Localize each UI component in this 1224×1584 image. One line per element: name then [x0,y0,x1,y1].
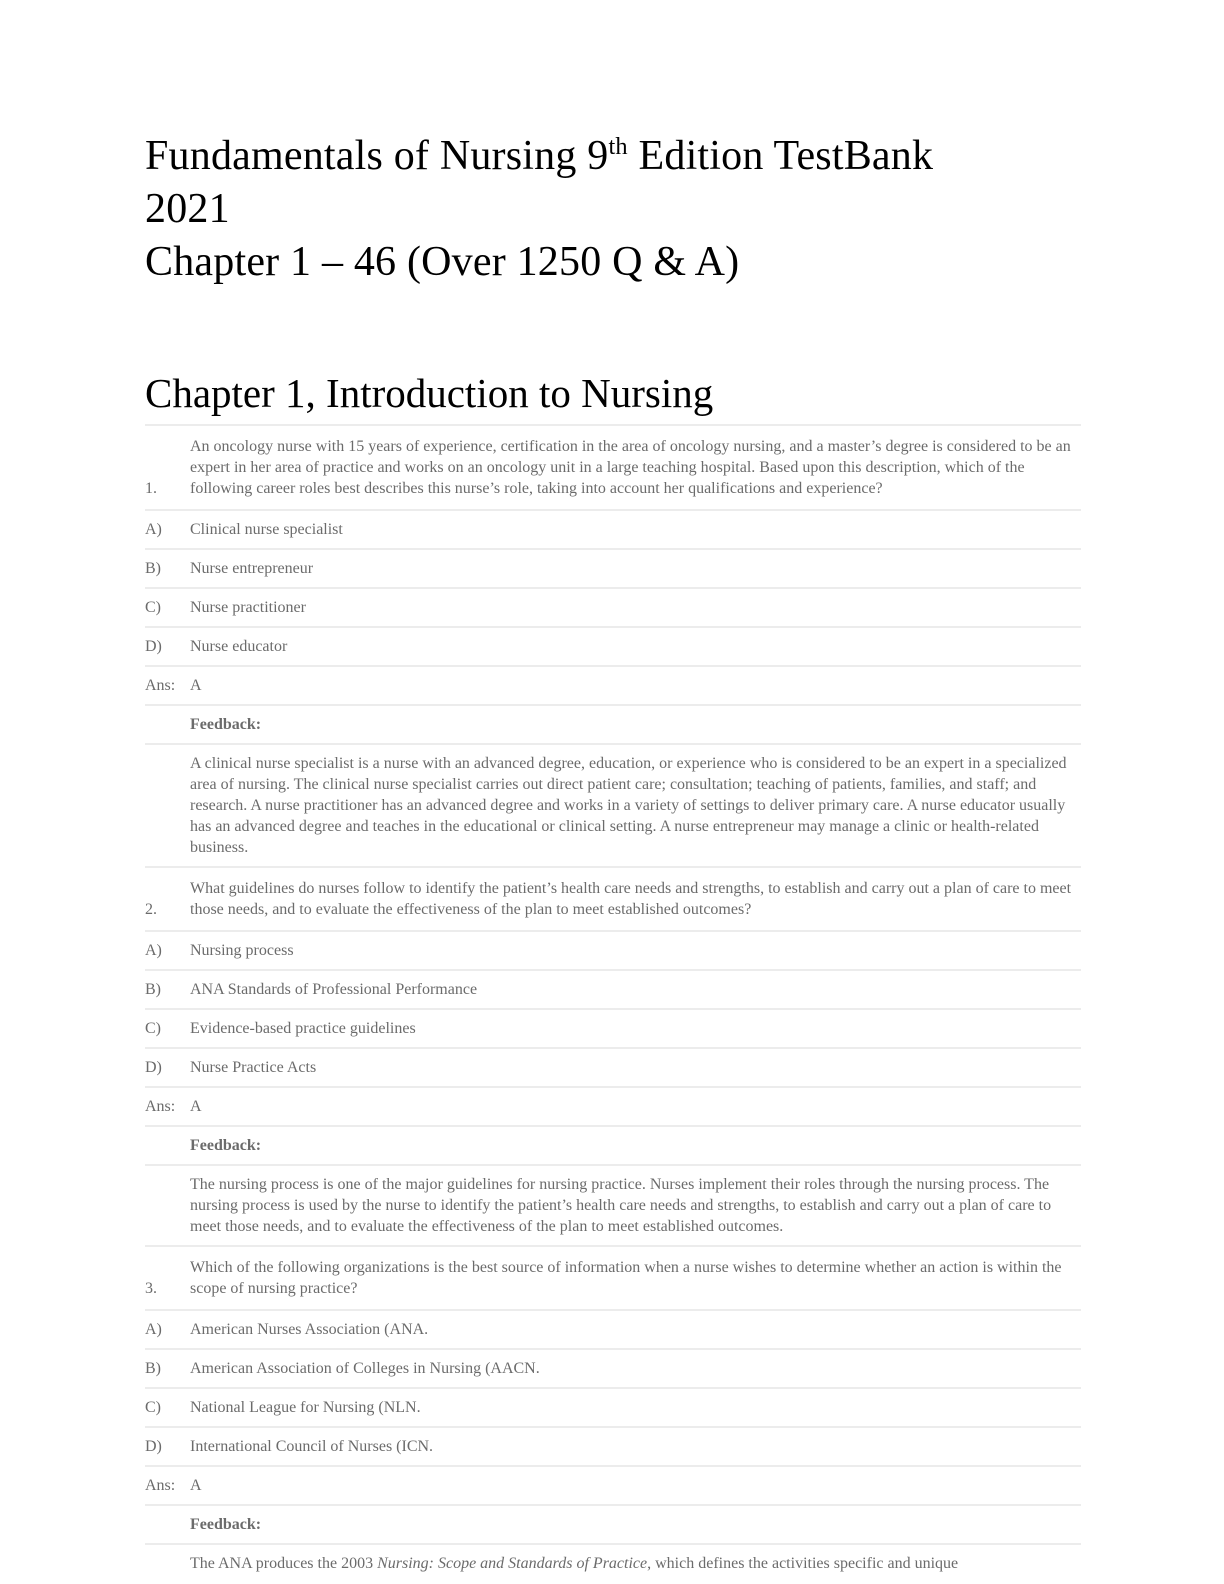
option-row [145,1350,1081,1389]
option-row [145,511,1081,550]
option-row [145,1428,1081,1467]
option-letter: B) [145,560,161,577]
option-row [145,1010,1081,1049]
feedback-text: The nursing process is one of the major guidelines for nursing practice. Nurses implement their roles through the nursing process. The nursing process is used by the nurse to identify the patient’s health care needs and strengths, to establish and carry out a plan of care to meet those needs, and to evaluate the effectiveness of the plan to meet established outcomes. [190,1176,1052,1235]
feedback-text [190,1553,1081,1574]
answer-value: A [190,1477,202,1494]
option-row [145,1311,1081,1350]
feedback-text-suffix: , which defines the activities specific and unique [647,1555,959,1572]
title-text-suffix: Edition TestBank 2021 [145,133,934,232]
option-text: Nurse practitioner [190,599,306,616]
title-line-1 [145,130,936,236]
feedback-text-spacer [145,1553,190,1574]
option-row [145,932,1081,971]
answer-value: A [190,677,202,694]
option-text: Evidence-based practice guidelines [190,1020,416,1037]
feedback-text-spacer [145,1174,190,1237]
option-text: Nurse entrepreneur [190,560,314,577]
question-text: What guidelines do nurses follow to identify the patient’s health care needs and strengths, to establish and carry out a plan of care to meet those needs, and to evaluate the effectiveness of the plan to meet established outcomes? [190,880,1072,918]
question-row [145,1247,1081,1311]
feedback-text-row [145,1166,1081,1247]
chapter-heading: Chapter 1, Introduction to Nursing [145,370,714,416]
option-letter: A) [145,1321,162,1338]
question-number: 3. [145,1280,157,1297]
feedback-text-spacer [145,753,190,858]
answer-row [145,1467,1081,1506]
option-text: Nursing process [190,942,294,959]
option-letter: B) [145,1360,161,1377]
option-row [145,1049,1081,1088]
option-text: National League for Nursing (NLN. [190,1399,421,1416]
qa-table [145,424,1081,1582]
feedback-book-title: Nursing: Scope and Standards of Practice [377,1555,648,1572]
feedback-text-row [145,745,1081,868]
document-title [145,130,936,289]
question-row [145,426,1081,511]
feedback-label: Feedback: [190,1516,262,1533]
question-text: An oncology nurse with 15 years of experience, certification in the area of oncology nursing, and a master’s degree is considered to be an expert in her area of practice and works on an oncology unit in a large teaching hospital. Based upon this description, which of the following career roles best describes this nurse’s role, taking into account her qualifications and experience? [190,438,1071,497]
answer-row [145,1088,1081,1127]
answer-value: A [190,1098,202,1115]
feedback-label-row [145,1127,1081,1166]
title-line-2: Chapter 1 – 46 (Over 1250 Q & A) [145,239,740,285]
option-text: Nurse educator [190,638,288,655]
feedback-text-row-partial [145,1545,1081,1582]
feedback-label-spacer [145,1135,190,1156]
question-text: Which of the following organizations is the best source of information when a nurse wishes to determine whether an action is within the scope of nursing practice? [190,1259,1062,1297]
title-superscript: th [608,133,628,160]
option-letter: D) [145,1438,162,1455]
option-text: Nurse Practice Acts [190,1059,317,1076]
feedback-text-prefix: The ANA produces the 2003 [190,1555,378,1572]
feedback-label-spacer [145,1514,190,1535]
question-row [145,868,1081,932]
answer-label: Ans: [145,677,176,694]
option-row [145,971,1081,1010]
option-row [145,628,1081,667]
feedback-label-row [145,706,1081,745]
option-row [145,1389,1081,1428]
option-letter: D) [145,1059,162,1076]
answer-label: Ans: [145,1098,176,1115]
option-letter: C) [145,1399,161,1416]
question-number: 2. [145,901,157,918]
feedback-label-spacer [145,714,190,735]
option-letter: C) [145,1020,161,1037]
feedback-label-row [145,1506,1081,1545]
option-letter: C) [145,599,161,616]
feedback-text: A clinical nurse specialist is a nurse with an advanced degree, education, or experience who is considered to be an expert in a specialized area of nursing. The clinical nurse specialist carries out direct patient care; consultation; teaching of patients, families, and staff; and research. A nurse practitioner has an advanced degree and works in a variety of settings to deliver primary care. A nurse educator usually has an advanced degree and teaches in the educational or clinical setting. A nurse entrepreneur may manage a clinic or health-related business. [190,755,1067,856]
feedback-label: Feedback: [190,716,262,733]
question-number: 1. [145,480,157,497]
option-row [145,550,1081,589]
answer-row [145,667,1081,706]
feedback-label: Feedback: [190,1137,262,1154]
option-row [145,589,1081,628]
option-letter: A) [145,942,162,959]
title-text: Fundamentals of Nursing 9 [145,133,609,179]
option-text: International Council of Nurses (ICN. [190,1438,434,1455]
option-letter: A) [145,521,162,538]
option-text: American Nurses Association (ANA. [190,1321,429,1338]
option-text: Clinical nurse specialist [190,521,343,538]
option-letter: B) [145,981,161,998]
option-text: American Association of Colleges in Nursing (AACN. [190,1360,540,1377]
option-text: ANA Standards of Professional Performance [190,981,478,998]
option-letter: D) [145,638,162,655]
answer-label: Ans: [145,1477,176,1494]
